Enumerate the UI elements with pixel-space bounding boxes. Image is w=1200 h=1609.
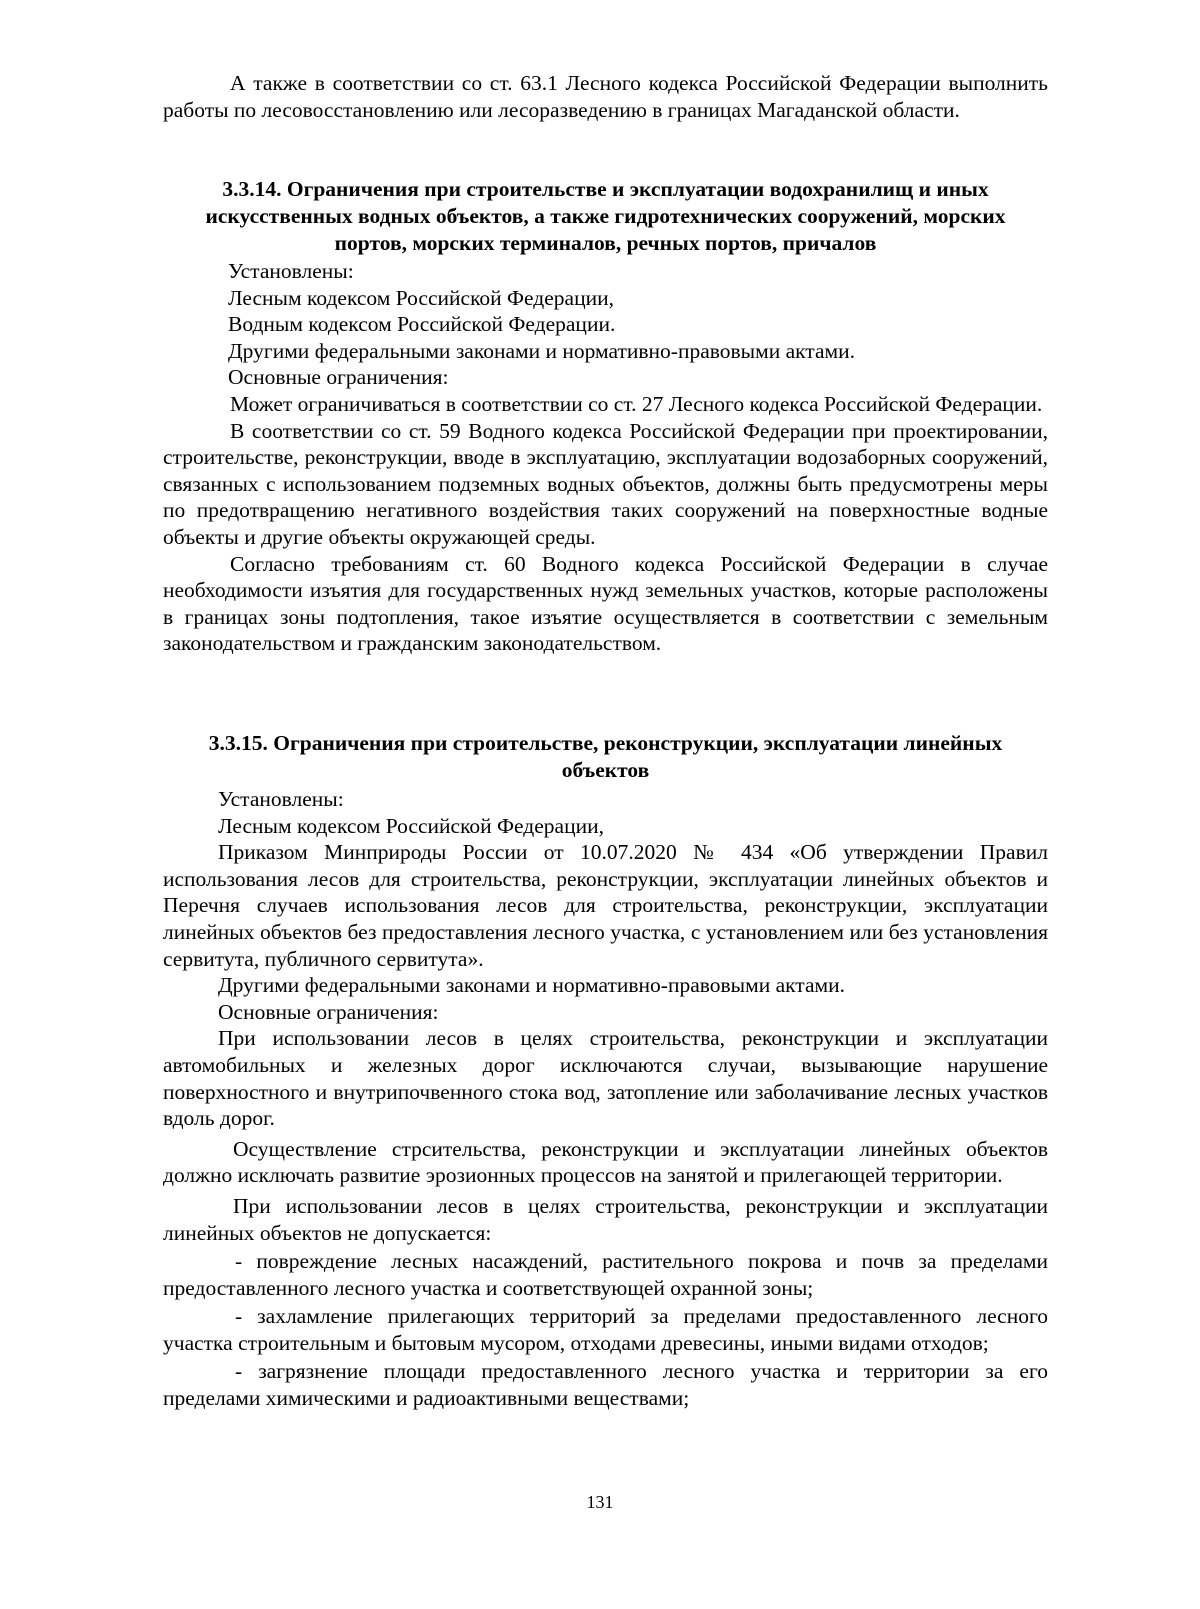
source-item: Приказом Минприроды России от 10.07.2020 № 434 «Об утверждении Правил использования лесов для строительства, реконструкции, эксплуатации линейных объектов и Перечня случаев использования лесов для строительства, реконструкции, эксплуатации линейных объектов без предоставления лесного участка, с установлением или без установления сервитута, публичного сервитута». (163, 840, 1048, 971)
body-paragraph: При использовании лесов в целях строительства, реконструкции и эксплуатации линейных объектов не допускается: (163, 1193, 1048, 1245)
section-3-3-15-body (163, 786, 1048, 1412)
intro-paragraph: А также в соответствии со ст. 63.1 Лесного кодекса Российской Федерации выполнить работы по лесовосстановлению или лесоразведению в границах Магаданской области. (163, 71, 1048, 122)
body-paragraph: В соответствии со ст. 59 Водного кодекса Российской Федерации при проектировании, строительстве, реконструкции, вводе в эксплуатацию, эксплуатации водозаборных сооружений, связанных с использованием подземных водных объектов, должны быть предусмотрены меры по предотвращению негативного воздействия таких сооружений на поверхностные водные объекты и другие объекты окружающей среды. (163, 418, 1048, 549)
established-label: Установлены: (218, 787, 344, 811)
body-paragraph: Может ограничиваться в соответствии со ст. 27 Лесного кодекса Российской Федерации. (230, 391, 1043, 416)
restrictions-label: Основные ограничения: (228, 365, 449, 390)
source-item: Лесным кодексом Российской Федерации, (218, 813, 604, 838)
page-number: 131 (586, 1492, 614, 1512)
source-item: Другими федеральными законами и нормативно-правовыми актами. (228, 338, 855, 363)
source-item: Другими федеральными законами и нормативно-правовыми актами. (218, 973, 845, 998)
list-item: - загрязнение площади предоставленного лесного участка и территории за его пределами химическими и радиоактивными веществами; (163, 1359, 1048, 1411)
section-3-3-14-body (163, 258, 1048, 657)
section-3-3-15-heading: 3.3.15. Ограничения при строительстве, реконструкции, эксплуатации линейных объектов (208, 731, 1003, 782)
list-item: - повреждение лесных насаждений, растительного покрова и почв за пределами предоставленного лесного участка и соответствующей охранной зоны; (163, 1249, 1048, 1300)
body-paragraph: Осуществление стрсительства, реконструкции и эксплуатации линейных объектов должно исключать развитие эрозионных процессов на занятой и прилегающей территории. (163, 1136, 1048, 1188)
body-paragraph: При использовании лесов в целях строительства, реконструкции и эксплуатации автомобильных и железных дорог исключаются случаи, вызывающие нарушение поверхностного и внутрипочвенного стока вод, затопление или заболачивание лесных участков вдоль дорог. (163, 1026, 1048, 1131)
source-item: Водным кодексом Российской Федерации. (228, 312, 616, 337)
body-paragraph: Согласно требованиям ст. 60 Водного кодекса Российской Федерации в случае необходимости изъятия для государственных нужд земельных участков, которые расположены в границах зоны подтопления, такое изъятие осуществляется в соответствии с земельным законодательством и гражданским законодательством. (163, 551, 1048, 656)
source-item: Лесным кодексом Российской Федерации, (228, 285, 614, 310)
established-label: Установлены: (228, 259, 354, 283)
section-3-3-14-heading: 3.3.14. Ограничения при строительстве и эксплуатации водохранилищ и иных искусственных водных объектов, а также гидротехнических сооружений, морских портов, морских терминалов, речных портов, причалов (205, 177, 1006, 255)
restrictions-label: Основные ограничения: (218, 999, 439, 1024)
intro-block (163, 70, 1048, 123)
list-item: - захламление прилегающих территорий за пределами предоставленного лесного участка строительным и бытовым мусором, отходами древесины, иными видами отходов; (163, 1304, 1048, 1355)
